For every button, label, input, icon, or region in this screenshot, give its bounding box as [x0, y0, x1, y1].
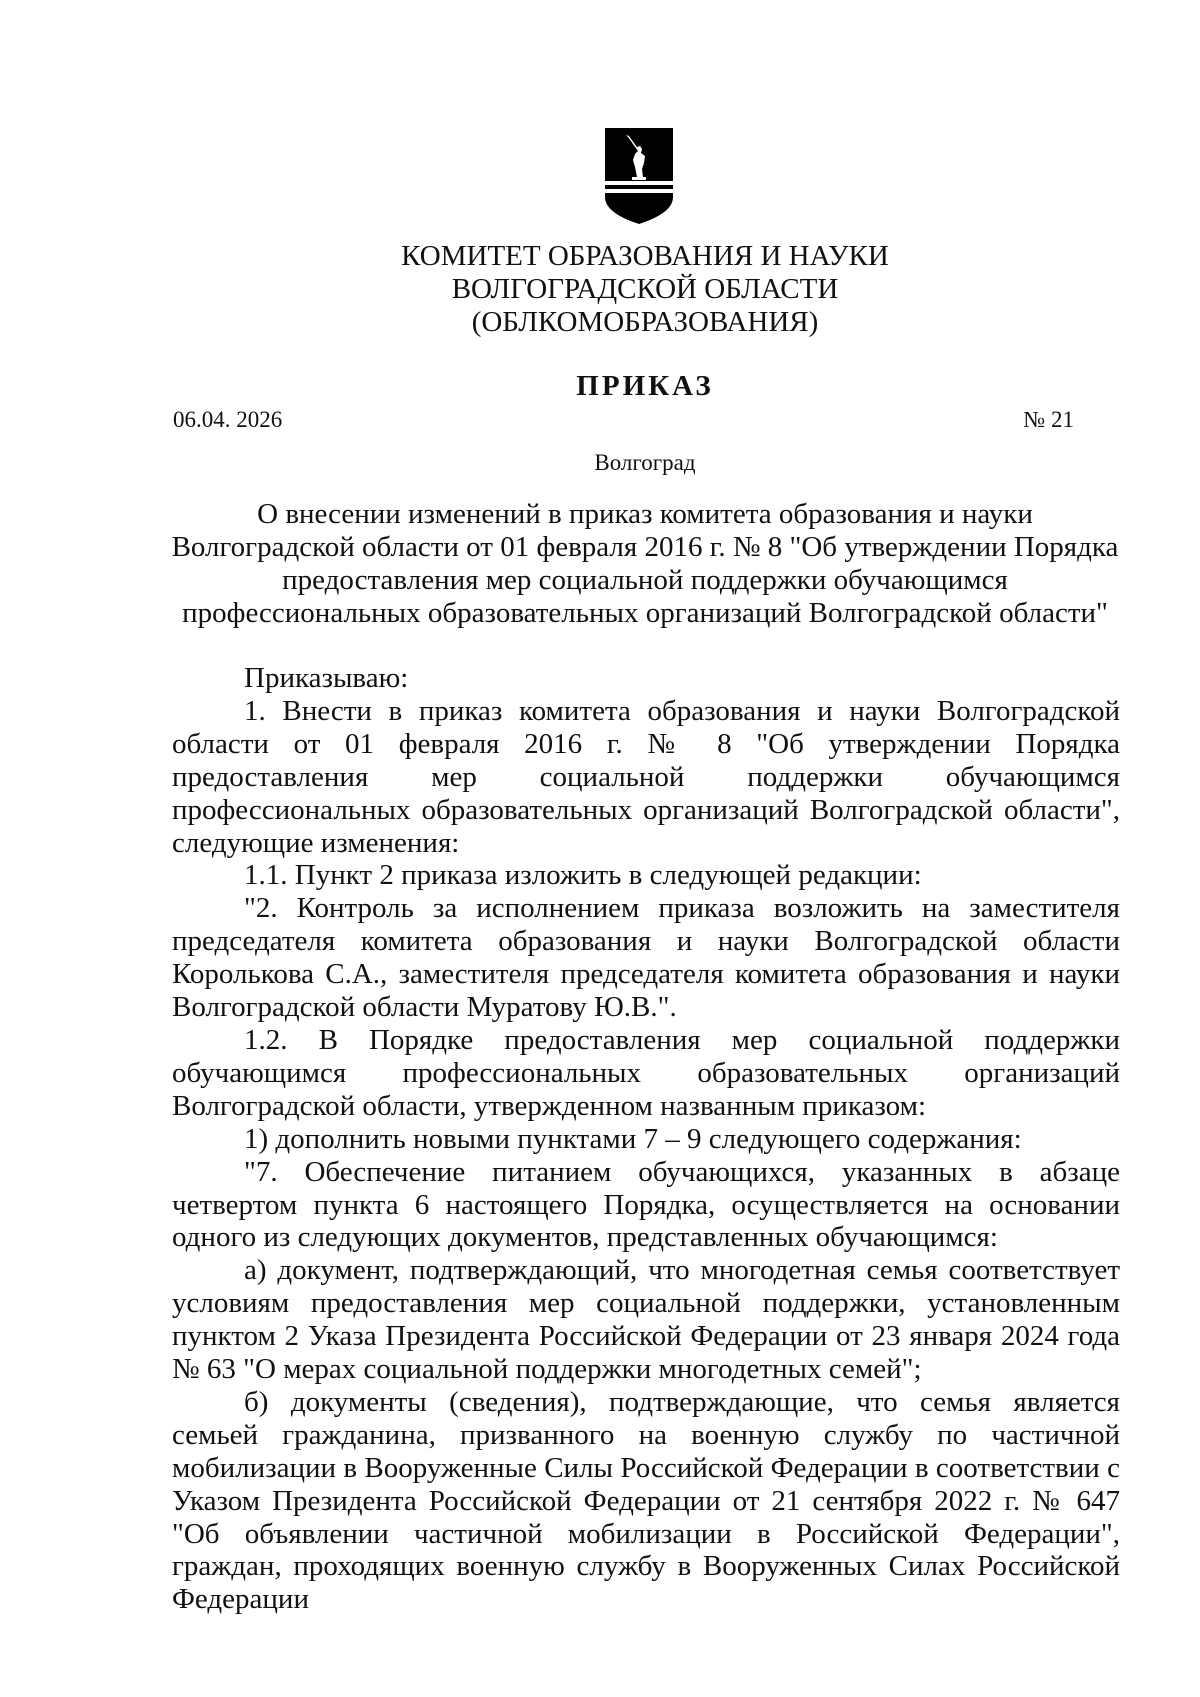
subject-line: профессиональных образовательных организаций Волгоградской области": [182, 597, 1108, 629]
document-type-title: ПРИКАЗ: [576, 370, 714, 402]
order-subject: [150, 498, 1140, 630]
paragraph: 1. Внести в приказ комитета образования и науки Волгоградской области от 01 февраля 2016 г. № 8 "Об утверждении Порядка предоставления мер социальной поддержки обучающимся профессиональных образовательных организаций Волгоградской области", следующие изменения:: [172, 694, 1120, 859]
paragraph: 1) дополнить новыми пунктами 7 – 9 следующего содержания:: [244, 1122, 1022, 1155]
paragraph: Приказываю:: [244, 662, 409, 694]
org-line: (ОБЛКОМОБРАЗОВАНИЯ): [471, 306, 819, 338]
org-line: КОМИТЕТ ОБРАЗОВАНИЯ И НАУКИ: [401, 240, 889, 272]
subject-line: предоставления мер социальной поддержки обучающимся: [282, 564, 1008, 596]
paragraph: "2. Контроль за исполнением приказа возложить на заместителя председателя комитета образования и науки Волгоградской области Королькова С.А., заместителя председателя комитета образования и науки Волгоградской области Муратову Ю.В.".: [172, 892, 1120, 1024]
volgograd-coat-of-arms-icon: [604, 127, 674, 225]
document-body: [172, 662, 1120, 1616]
paragraph: "7. Обеспечение питанием обучающихся, указанных в абзаце четвертом пункта 6 настоящего Порядка, осуществляется на основании одного из следующих документов, представленных обучающимся:: [172, 1155, 1120, 1254]
org-line: ВОЛГОГРАДСКОЙ ОБЛАСТИ: [451, 273, 839, 305]
paragraph: 1.2. В Порядке предоставления мер социальной поддержки обучающимся профессиональных образовательных организаций Волгоградской области, утвержденном названным приказом:: [172, 1023, 1120, 1122]
order-date: 06.04. 2026: [173, 407, 283, 432]
paragraph: б) документы (сведения), подтверждающие, что семья является семьей гражданина, призванного на военную службу по частичной мобилизации в Вооруженные Силы Российской Федерации в соответствии с Указом Президента Российской Федерации от 21 сентября 2022 г. № 647 "Об объявлении частичной мобилизации в Российской Федерации", граждан, проходящих военную службу в Вооруженных Силах Российской Федерации: [172, 1385, 1120, 1616]
organization-name: [0, 240, 1200, 339]
paragraph: 1.1. Пункт 2 приказа изложить в следующей редакции:: [244, 859, 922, 892]
paragraph: а) документ, подтверждающий, что многодетная семья соответствует условиям предоставления мер социальной поддержки, установленным пунктом 2 Указа Президента Российской Федерации от 23 января 2024 года № 63 "О мерах социальной поддержки многодетных семей";: [172, 1254, 1120, 1386]
subject-line: Волгоградской области от 01 февраля 2016 г. № 8 "Об утверждении Порядка: [171, 531, 1119, 563]
city-name: Волгоград: [594, 450, 696, 475]
subject-line: О внесении изменений в приказ комитета образования и науки: [257, 498, 1033, 530]
order-number: № 21: [1023, 407, 1074, 432]
